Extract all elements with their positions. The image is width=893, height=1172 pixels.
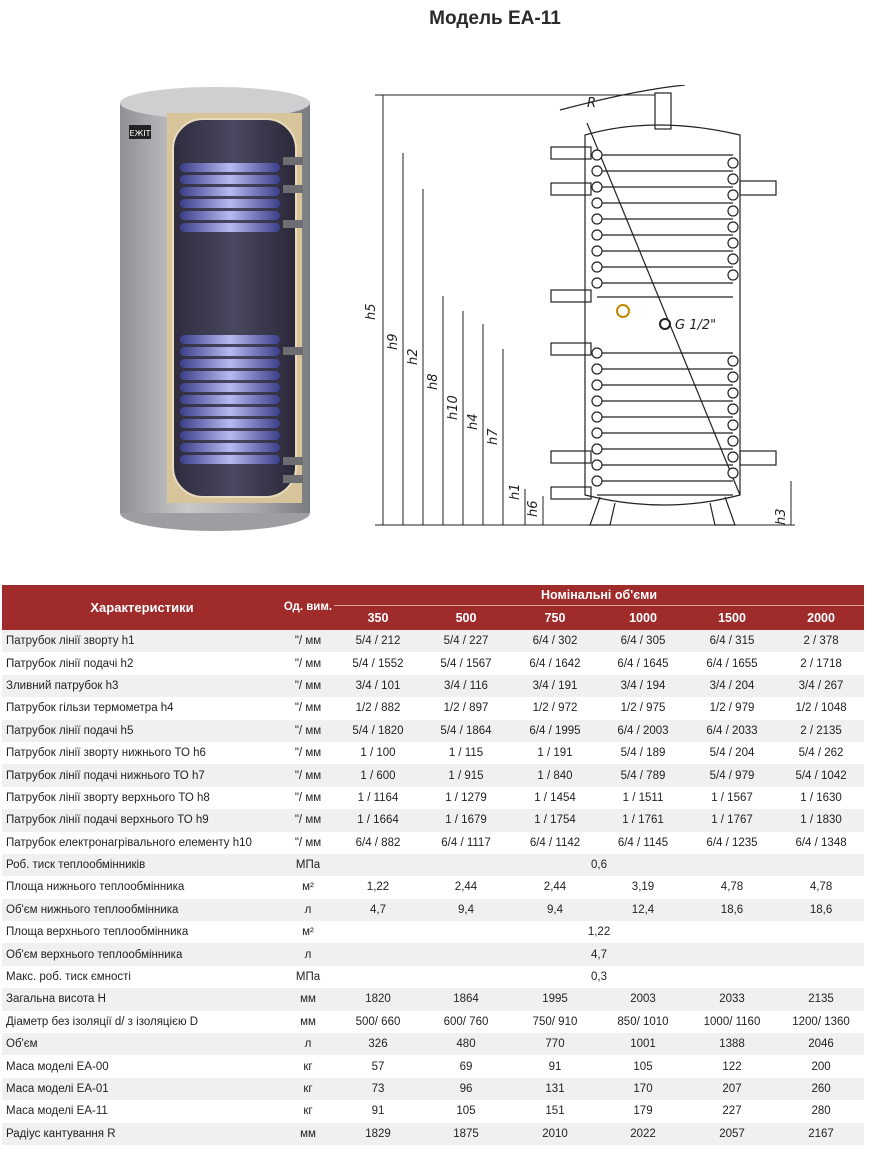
- row-value: 1 / 100: [334, 742, 422, 764]
- row-value: 6/4 / 882: [334, 832, 422, 854]
- row-characteristic: Радіус кантування R: [2, 1123, 282, 1145]
- table-row: [2, 809, 864, 831]
- row-value: 5/4 / 979: [686, 764, 778, 786]
- header-volume-500: 500: [422, 606, 510, 631]
- row-value: 151: [510, 1100, 600, 1122]
- row-value: 1 / 1767: [686, 809, 778, 831]
- table-row: [2, 1123, 864, 1145]
- table-row: [2, 1078, 864, 1100]
- row-unit: кг: [282, 1100, 334, 1122]
- table-row: [2, 876, 864, 898]
- row-unit: кг: [282, 1055, 334, 1077]
- row-characteristic: Патрубок лінії подачі h2: [2, 652, 282, 674]
- row-value: 6/4 / 1142: [510, 832, 600, 854]
- row-value: 5/4 / 1567: [422, 652, 510, 674]
- row-unit: "/ мм: [282, 742, 334, 764]
- row-value: 1 / 1279: [422, 787, 510, 809]
- row-value: 18,6: [686, 899, 778, 921]
- row-value: 6/4 / 1655: [686, 652, 778, 674]
- row-value: 850/ 1010: [600, 1011, 686, 1033]
- row-characteristic: Об'єм нижнього теплообмінника: [2, 899, 282, 921]
- row-value: 750/ 910: [510, 1011, 600, 1033]
- row-value: 1995: [510, 988, 600, 1010]
- row-value: 6/4 / 1145: [600, 832, 686, 854]
- row-characteristic: Роб. тиск теплообмінників: [2, 854, 282, 876]
- row-value: 500/ 660: [334, 1011, 422, 1033]
- row-value: 3/4 / 194: [600, 675, 686, 697]
- row-value: 6/4 / 305: [600, 630, 686, 652]
- table-row: [2, 1033, 864, 1055]
- row-unit: м²: [282, 921, 334, 943]
- table-row: [2, 966, 864, 988]
- row-value: 1 / 840: [510, 764, 600, 786]
- row-value: 1 / 1454: [510, 787, 600, 809]
- row-unit: л: [282, 1033, 334, 1055]
- row-value: 12,4: [600, 899, 686, 921]
- label-h4: h4: [466, 413, 481, 430]
- row-characteristic: Патрубок лінії подачі верхнього ТО h9: [2, 809, 282, 831]
- row-value: 9,4: [510, 899, 600, 921]
- row-unit: МПа: [282, 854, 334, 876]
- row-value: 5/4 / 227: [422, 630, 510, 652]
- row-value: 5/4 / 189: [600, 742, 686, 764]
- row-value: 326: [334, 1033, 422, 1055]
- row-value: 1 / 915: [422, 764, 510, 786]
- row-value: 1820: [334, 988, 422, 1010]
- row-value: 1/2 / 975: [600, 697, 686, 719]
- row-value: 91: [334, 1100, 422, 1122]
- row-value: 2046: [778, 1033, 864, 1055]
- label-h8: h8: [426, 373, 441, 390]
- table-row: [2, 832, 864, 854]
- tank-dimension-diagram: [355, 85, 795, 555]
- label-g-half-inch: G 1/2": [675, 318, 717, 333]
- row-value: 480: [422, 1033, 510, 1055]
- row-value-all-volumes: 0,3: [334, 966, 864, 988]
- row-value: 57: [334, 1055, 422, 1077]
- row-value: 1/2 / 882: [334, 697, 422, 719]
- row-characteristic: Патрубок гільзи термометра h4: [2, 697, 282, 719]
- tank-cutaway-illustration: [115, 85, 315, 535]
- row-value: 6/4 / 1348: [778, 832, 864, 854]
- row-value: 5/4 / 1864: [422, 720, 510, 742]
- table-row: [2, 764, 864, 786]
- row-value: 5/4 / 789: [600, 764, 686, 786]
- row-value: 96: [422, 1078, 510, 1100]
- row-unit: м²: [282, 876, 334, 898]
- table-row: [2, 854, 864, 876]
- row-value: 69: [422, 1055, 510, 1077]
- row-value: 1 / 1830: [778, 809, 864, 831]
- label-r: R: [587, 96, 597, 111]
- table-row: [2, 787, 864, 809]
- row-value: 2 / 2135: [778, 720, 864, 742]
- row-value: 1829: [334, 1123, 422, 1145]
- row-value: 3/4 / 204: [686, 675, 778, 697]
- row-value: 200: [778, 1055, 864, 1077]
- row-value: 1 / 1164: [334, 787, 422, 809]
- row-value: 227: [686, 1100, 778, 1122]
- row-characteristic: Зливний патрубок h3: [2, 675, 282, 697]
- header-volume-1000: 1000: [600, 606, 686, 631]
- row-value: 2 / 1718: [778, 652, 864, 674]
- row-value: 1/2 / 1048: [778, 697, 864, 719]
- row-characteristic: Патрубок лінії зворту верхнього ТО h8: [2, 787, 282, 809]
- row-value: 1388: [686, 1033, 778, 1055]
- table-row: [2, 1100, 864, 1122]
- row-unit: "/ мм: [282, 720, 334, 742]
- row-value: 105: [600, 1055, 686, 1077]
- row-value: 2167: [778, 1123, 864, 1145]
- row-value: 1/2 / 897: [422, 697, 510, 719]
- row-value: 3/4 / 267: [778, 675, 864, 697]
- row-value: 5/4 / 212: [334, 630, 422, 652]
- label-h10: h10: [446, 395, 461, 420]
- table-row: [2, 720, 864, 742]
- row-value: 170: [600, 1078, 686, 1100]
- label-h5: h5: [364, 303, 379, 320]
- row-value-all-volumes: 0,6: [334, 854, 864, 876]
- header-volume-750: 750: [510, 606, 600, 631]
- row-unit: "/ мм: [282, 832, 334, 854]
- spec-table: [2, 585, 864, 1145]
- row-characteristic: Об'єм верхнього теплообмінника: [2, 943, 282, 965]
- row-unit: мм: [282, 1011, 334, 1033]
- row-value: 4,78: [686, 876, 778, 898]
- row-value: 1 / 1630: [778, 787, 864, 809]
- row-characteristic: Об'єм: [2, 1033, 282, 1055]
- row-unit: мм: [282, 988, 334, 1010]
- row-value: 5/4 / 1820: [334, 720, 422, 742]
- label-h9: h9: [386, 333, 401, 350]
- row-value: 2010: [510, 1123, 600, 1145]
- header-unit: Од. вим.: [282, 585, 334, 630]
- header-volume-350: 350: [334, 606, 422, 631]
- logo-text: ЕЖІТ: [129, 129, 151, 138]
- row-characteristic: Патрубок лінії подачі нижнього ТО h7: [2, 764, 282, 786]
- row-value: 2057: [686, 1123, 778, 1145]
- row-value: 2135: [778, 988, 864, 1010]
- row-unit: "/ мм: [282, 697, 334, 719]
- row-unit: МПа: [282, 966, 334, 988]
- row-value: 6/4 / 1995: [510, 720, 600, 742]
- table-row: [2, 1055, 864, 1077]
- row-unit: л: [282, 943, 334, 965]
- row-value: 5/4 / 262: [778, 742, 864, 764]
- row-value: 6/4 / 1642: [510, 652, 600, 674]
- row-characteristic: Макс. роб. тиск ємності: [2, 966, 282, 988]
- table-row: [2, 943, 864, 965]
- row-value: 207: [686, 1078, 778, 1100]
- row-value: 5/4 / 1042: [778, 764, 864, 786]
- row-characteristic: Патрубок лінії зворту нижнього ТО h6: [2, 742, 282, 764]
- row-value: 1 / 1511: [600, 787, 686, 809]
- row-characteristic: Патрубок електронагрівального елементу h10: [2, 832, 282, 854]
- table-row: [2, 742, 864, 764]
- row-value: 1,22: [334, 876, 422, 898]
- row-value: 1 / 1567: [686, 787, 778, 809]
- header-volume-2000: 2000: [778, 606, 864, 631]
- row-unit: мм: [282, 1123, 334, 1145]
- row-unit: "/ мм: [282, 652, 334, 674]
- row-value: 2033: [686, 988, 778, 1010]
- table-row: [2, 988, 864, 1010]
- row-value: 122: [686, 1055, 778, 1077]
- row-value: 6/4 / 2003: [600, 720, 686, 742]
- row-characteristic: Патрубок лінії зворту h1: [2, 630, 282, 652]
- row-value: 3/4 / 116: [422, 675, 510, 697]
- row-characteristic: Діаметр без ізоляції d/ з ізоляцією D: [2, 1011, 282, 1033]
- row-value: 6/4 / 1117: [422, 832, 510, 854]
- row-characteristic: Маса моделі EA-00: [2, 1055, 282, 1077]
- row-value: 3,19: [600, 876, 686, 898]
- row-value: 1001: [600, 1033, 686, 1055]
- label-h6: h6: [526, 500, 541, 517]
- table-row: [2, 652, 864, 674]
- row-value: 9,4: [422, 899, 510, 921]
- row-value: 2 / 378: [778, 630, 864, 652]
- table-row: [2, 697, 864, 719]
- header-volumes-group: Номінальні об'єми: [334, 585, 864, 606]
- label-h1: h1: [508, 483, 523, 500]
- row-value: 6/4 / 315: [686, 630, 778, 652]
- row-value: 3/4 / 191: [510, 675, 600, 697]
- row-value: 1/2 / 972: [510, 697, 600, 719]
- row-value: 1000/ 1160: [686, 1011, 778, 1033]
- row-unit: "/ мм: [282, 675, 334, 697]
- row-value: 5/4 / 1552: [334, 652, 422, 674]
- row-characteristic: Площа верхнього теплообмінника: [2, 921, 282, 943]
- page-title: Модель EA-11: [429, 8, 561, 29]
- row-characteristic: Маса моделі EA-11: [2, 1100, 282, 1122]
- row-value: 3/4 / 101: [334, 675, 422, 697]
- row-value: 260: [778, 1078, 864, 1100]
- row-value: 2003: [600, 988, 686, 1010]
- table-row: [2, 630, 864, 652]
- row-characteristic: Патрубок лінії подачі h5: [2, 720, 282, 742]
- row-characteristic: Площа нижнього теплообмінника: [2, 876, 282, 898]
- row-value: 1864: [422, 988, 510, 1010]
- row-unit: л: [282, 899, 334, 921]
- label-h3: h3: [774, 508, 789, 525]
- header-volume-1500: 1500: [686, 606, 778, 631]
- row-value: 91: [510, 1055, 600, 1077]
- row-value: 6/4 / 2033: [686, 720, 778, 742]
- row-unit: кг: [282, 1078, 334, 1100]
- label-h7: h7: [486, 428, 501, 445]
- row-value-all-volumes: 1,22: [334, 921, 864, 943]
- row-value: 73: [334, 1078, 422, 1100]
- row-characteristic: Загальна висота H: [2, 988, 282, 1010]
- row-value: 2022: [600, 1123, 686, 1145]
- row-value: 1 / 1754: [510, 809, 600, 831]
- row-value: 6/4 / 1235: [686, 832, 778, 854]
- row-value: 6/4 / 302: [510, 630, 600, 652]
- row-value: 1200/ 1360: [778, 1011, 864, 1033]
- row-value: 18,6: [778, 899, 864, 921]
- row-value: 280: [778, 1100, 864, 1122]
- row-value: 1 / 191: [510, 742, 600, 764]
- row-value: 2,44: [422, 876, 510, 898]
- row-value: 4,78: [778, 876, 864, 898]
- row-value-all-volumes: 4,7: [334, 943, 864, 965]
- row-value: 770: [510, 1033, 600, 1055]
- row-value: 105: [422, 1100, 510, 1122]
- row-unit: "/ мм: [282, 809, 334, 831]
- row-value: 2,44: [510, 876, 600, 898]
- table-row: [2, 921, 864, 943]
- row-unit: "/ мм: [282, 787, 334, 809]
- header-characteristics: Характеристики: [2, 585, 282, 630]
- row-unit: "/ мм: [282, 764, 334, 786]
- table-row: [2, 1011, 864, 1033]
- row-value: 1/2 / 979: [686, 697, 778, 719]
- row-value: 1 / 1664: [334, 809, 422, 831]
- spec-table-body: [2, 630, 864, 1145]
- row-value: 1 / 115: [422, 742, 510, 764]
- row-value: 179: [600, 1100, 686, 1122]
- row-unit: "/ мм: [282, 630, 334, 652]
- table-row: [2, 899, 864, 921]
- table-row: [2, 675, 864, 697]
- label-h2: h2: [406, 348, 421, 365]
- row-value: 1 / 1761: [600, 809, 686, 831]
- row-value: 1875: [422, 1123, 510, 1145]
- row-value: 4,7: [334, 899, 422, 921]
- row-value: 6/4 / 1645: [600, 652, 686, 674]
- row-value: 600/ 760: [422, 1011, 510, 1033]
- row-characteristic: Маса моделі EA-01: [2, 1078, 282, 1100]
- row-value: 5/4 / 204: [686, 742, 778, 764]
- row-value: 1 / 1679: [422, 809, 510, 831]
- row-value: 131: [510, 1078, 600, 1100]
- row-value: 1 / 600: [334, 764, 422, 786]
